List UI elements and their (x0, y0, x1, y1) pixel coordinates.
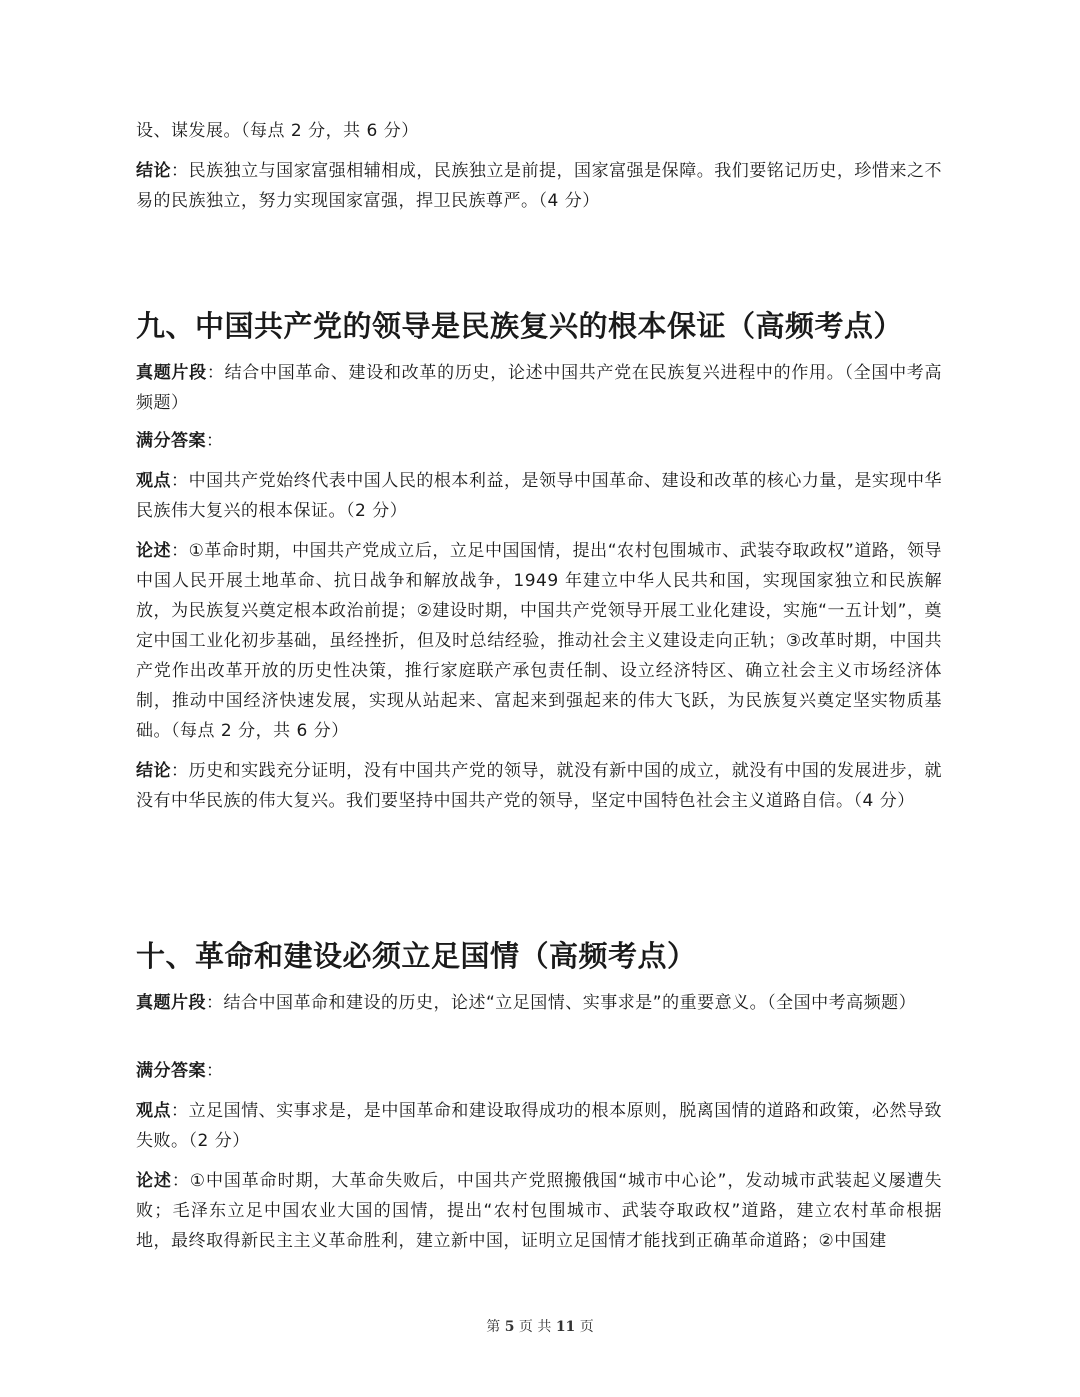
page-number-footer: 第 5 页 共 11 页 (486, 1319, 594, 1335)
argument-label: 论述 (136, 541, 172, 561)
argument-paragraph: 论述：①革命时期，中国共产党成立后，立足中国国情，提出“农村包围城市、武装夺取政权”道路，领导中国人民开展土地革命、抗日战争和解放战争，1949 年建立中华人民共和国，实现国家独立和民族解放，为民族复兴奠定根本政治前提；②建设时期，中国共产党领导开展工业化建设，实施“一五计划”，奠定中国工业化初步基础，虽经挫折，但及时总结经验，推动社会主义建设走向正轨；③改革时期，中国共产党作出改革开放的历史性决策，推行家庭联产承包责任制、设立经济特区、确立社会主义市场经济体制，推动中国经济快速发展，实现从站起来、富起来到强起来的伟大飞跃，为民族复兴奠定坚实物质基础。（每点 2 分，共 6 分） (136, 541, 942, 741)
conclusion-label: 结论 (136, 761, 172, 781)
conclusion-paragraph: 结论：历史和实践充分证明，没有中国共产党的领导，就没有新中国的成立，就没有中国的发展进步，就没有中华民族的伟大复兴。我们要坚持中国共产党的领导，坚定中国特色社会主义道路自信。（4 分） (136, 761, 943, 811)
question-label: 真题片段 (136, 363, 207, 383)
current-page-number: 5 (504, 1319, 515, 1335)
answer-heading: 满分答案： (136, 1061, 224, 1081)
viewpoint-paragraph: 观点：中国共产党始终代表中国人民的根本利益，是领导中国革命、建设和改革的核心力量，是实现中华民族伟大复兴的根本保证。（2 分） (136, 471, 943, 521)
question-paragraph: 真题片段：结合中国革命和建设的历史，论述“立足国情、实事求是”的重要意义。（全国中考高频题） (136, 993, 917, 1013)
conclusion-paragraph: 结论：民族独立与国家富强相辅相成，民族独立是前提，国家富强是保障。我们要铭记历史，珍惜来之不易的民族独立，努力实现国家富强，捍卫民族尊严。（4 分） (136, 161, 943, 211)
viewpoint-label: 观点 (136, 1101, 172, 1121)
total-page-number: 11 (555, 1319, 576, 1335)
argument-paragraph: 论述：①中国革命时期，大革命失败后，中国共产党照搬俄国“城市中心论”，发动城市武装起义屡遭失败；毛泽东立足中国农业大国的国情，提出“农村包围城市、武装夺取政权”道路，建立农村革命根据地，最终取得新民主主义革命胜利，建立新中国，证明立足国情才能找到正确革命道路；②中国建 (136, 1171, 943, 1251)
answer-heading: 满分答案： (136, 431, 224, 451)
section-heading-9: 九、中国共产党的领导是民族复兴的根本保证（高频考点） (136, 309, 904, 343)
viewpoint-label: 观点 (136, 471, 172, 491)
section-heading-10: 十、革命和建设必须立足国情（高频考点） (136, 939, 697, 973)
question-label: 真题片段 (136, 993, 206, 1013)
viewpoint-paragraph: 观点：立足国情、实事求是，是中国革命和建设取得成功的根本原则，脱离国情的道路和政策，必然导致失败。（2 分） (136, 1101, 943, 1151)
argument-label: 论述 (136, 1171, 172, 1191)
question-paragraph: 真题片段：结合中国革命、建设和改革的历史，论述中国共产党在民族复兴进程中的作用。（全国中考高频题） (136, 363, 943, 413)
continuation-paragraph: 设、谋发展。（每点 2 分，共 6 分） (136, 121, 419, 141)
conclusion-label: 结论 (136, 161, 172, 181)
